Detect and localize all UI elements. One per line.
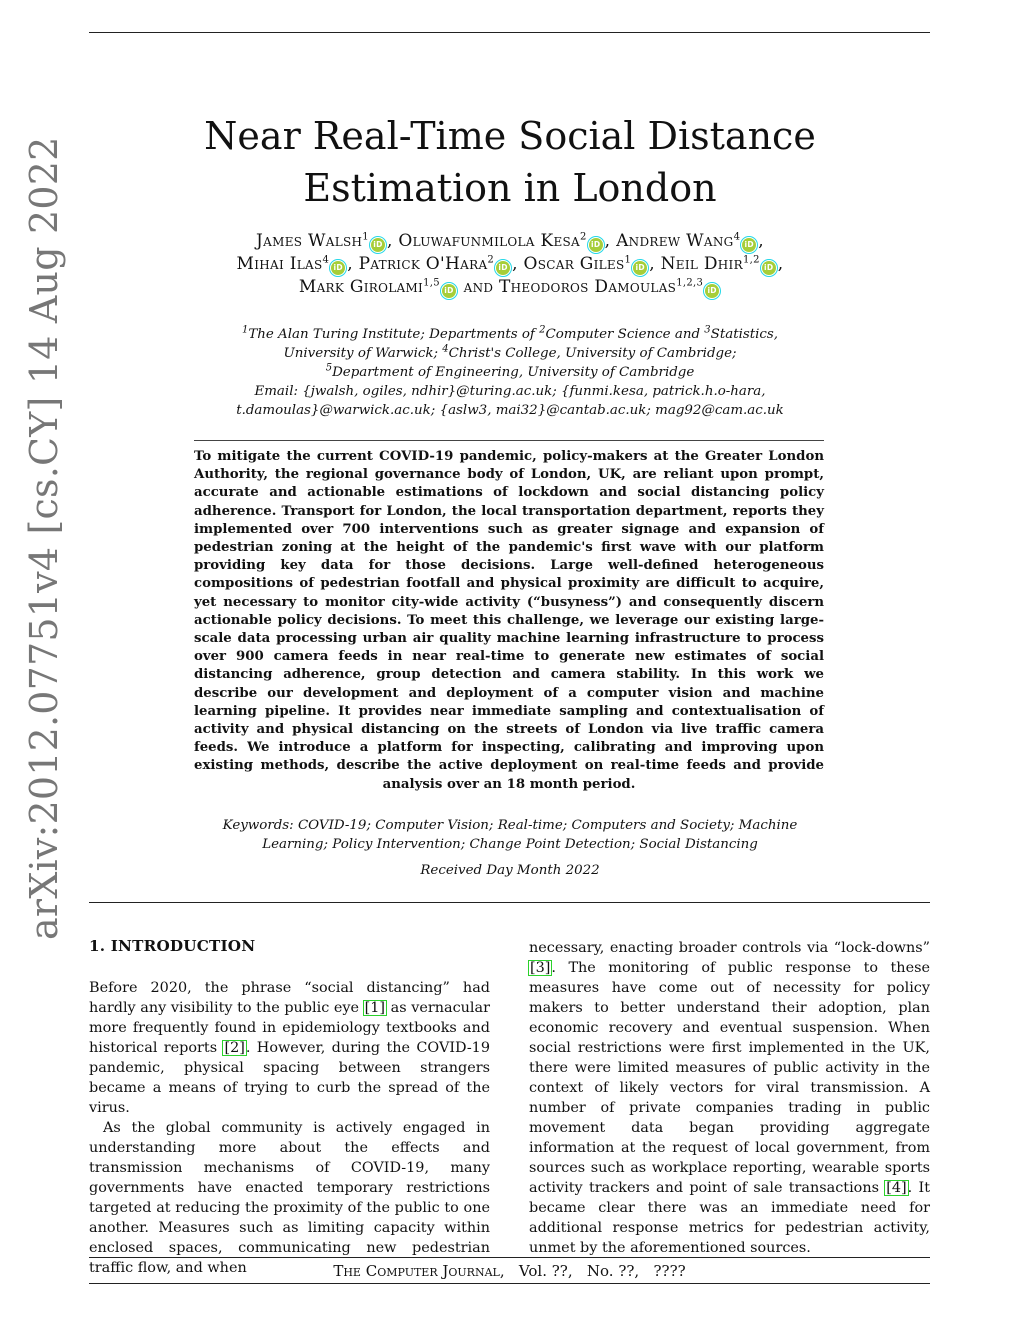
journal-name: The Computer Journal, xyxy=(333,1262,505,1280)
email-line: t.damoulas}@warwick.ac.uk; {aslw3, mai32}@cantab.ac.uk; mag92@cam.ac.uk xyxy=(236,403,784,418)
orcid-icon[interactable]: iD xyxy=(633,261,647,275)
top-rule xyxy=(89,32,930,33)
author-line-1: James Walsh$^1$iD , Oluwafunmilola Kesa$^2$iD , Andrew Wang$^4$iD , xyxy=(256,231,764,251)
footer-rule xyxy=(89,1257,930,1258)
journal-number: No. ??, xyxy=(586,1262,640,1280)
affiliation-number: 4 xyxy=(442,343,449,355)
affiliation-line xyxy=(150,344,870,363)
author-conjunction: and xyxy=(463,277,494,297)
paragraph: As the global community is actively engaged in understanding more about the effects and transmission mechanisms of COVID-19, many governments have enacted temporary restrictions targeted at reducing the proximity of the public to one another. Measures such as limiting capacity within enclosed spaces, communicating new pedestrian traffic flow, and when xyxy=(89,1120,490,1276)
affiliations xyxy=(150,325,870,420)
orcid-icon[interactable]: iD xyxy=(705,284,719,298)
citation-link[interactable]: [1] xyxy=(364,1000,386,1016)
author-name: Oscar Giles xyxy=(523,254,625,274)
author-name: Theodoros Damoulas xyxy=(499,277,677,297)
author-affiliation-number: 1,2,3 xyxy=(676,277,704,289)
author-affiliation-number: 2 xyxy=(580,231,587,243)
citation-link[interactable]: [3] xyxy=(530,960,551,976)
affiliation-number: 1 xyxy=(241,324,249,336)
author-name: Oluwafunmilola Kesa xyxy=(398,231,580,251)
body-top-rule xyxy=(89,902,930,903)
author-name: James Walsh xyxy=(256,231,363,251)
paragraph-text: . The monitoring of public response to these measures have come out of necessity for policy makers to better understand their adoption, plan economic recovery and eventual suspension. When social restrictions were first implemented in the UK, there were limited measures of public activity in the context of likely vectors for viral transmission. A number of private companies trading in public movement data began providing aggregate information at the request of local government, from sources such as workplace reporting, wearable sports activity trackers and point of sale transactions xyxy=(529,960,930,1196)
affiliation-line xyxy=(150,325,870,344)
author-name: Neil Dhir xyxy=(660,254,743,274)
orcid-icon[interactable]: iD xyxy=(496,261,510,275)
author-line-2: Mihai Ilas$^4$iD , Patrick O'Hara$^2$iD , Oscar Giles$^1$iD , Neil Dhir$^{1,2}$iD , xyxy=(236,254,784,274)
citation-link[interactable]: [2] xyxy=(224,1040,245,1056)
section-heading: 1. INTRODUCTION xyxy=(89,937,256,955)
affiliation-number: 2 xyxy=(539,324,546,336)
paper-title: Near Real-Time Social Distance Estimation in London xyxy=(204,114,816,210)
paragraph-text: as vernacular more frequently found in epidemiology textbooks and historical reports xyxy=(89,1000,490,1056)
received-date: Received Day Month 2022 xyxy=(420,863,600,878)
orcid-icon[interactable]: iD xyxy=(442,284,456,298)
paragraph-text: . It became clear there was an immediate need for additional response metrics for pedestrian activity, unmet by the aforementioned sources. xyxy=(529,1180,930,1256)
arxiv-identifier[interactable]: arXiv:2012.07751v4 [cs.CY] 14 Aug 2022 xyxy=(22,136,66,940)
paragraph xyxy=(89,978,490,1118)
author-affiliation-number: 1,2 xyxy=(742,254,760,266)
footer-bottom-rule xyxy=(89,1283,930,1284)
author-affiliation-number: 1,5 xyxy=(423,277,440,289)
abstract-rule xyxy=(194,440,824,441)
author-name: Mihai Ilas xyxy=(236,254,323,274)
affiliation-text: Computer Science and xyxy=(545,327,705,342)
affiliation-text: Statistics, xyxy=(710,327,779,342)
orcid-icon[interactable]: iD xyxy=(742,238,756,252)
affiliation-text: University of Warwick; xyxy=(283,346,443,361)
orcid-icon[interactable]: iD xyxy=(589,238,603,252)
journal-footer xyxy=(89,1262,930,1280)
journal-volume: Vol. ??, xyxy=(518,1262,573,1280)
affiliation-number: 5 xyxy=(325,362,333,374)
author-affiliation-number: 1 xyxy=(624,254,632,266)
affiliation-text: The Alan Turing Institute; Departments of xyxy=(248,327,540,342)
affiliation-line xyxy=(150,363,870,382)
right-column xyxy=(529,938,930,1258)
author-line-3 xyxy=(130,276,890,299)
journal-year: ???? xyxy=(653,1262,686,1280)
keywords: Keywords: COVID-19; Computer Vision; Real-time; Computers and Society; Machine Learning; Policy Intervention; Change Point Detection; Social Distancing xyxy=(222,818,798,852)
affiliation-text: Christ's College, University of Cambridge; xyxy=(448,346,737,361)
abstract: To mitigate the current COVID-19 pandemic, policy-makers at the Greater London Authority, the regional governance body of London, UK, are reliant upon prompt, accurate and actionable estimations of lockdown and social distancing policy adherence. Transport for London, the local transportation department, reports they implemented over 700 interventions such as greater signage and expansion of pedestrian zoning at the height of the pandemic's first wave with our platform providing key data for those decisions. Large well-defined heterogeneous compositions of pedestrian footfall and physical proximity are difficult to acquire, yet necessary to monitor city-wide activity (“busyness”) and consequently discern actionable policy decisions. To meet this challenge, we leverage our existing large-scale data processing urban air quality machine learning infrastructure to process over 900 camera feeds in near real-time to generate new estimates of social distancing adherence, group detection and camera stability. In this work we describe our development and deployment of a computer vision and machine learning pipeline. It provides near immediate sampling and contextualisation of activity and physical distancing on the streets of London via live traffic camera feeds. We introduce a platform for inspecting, calibrating and improving upon existing methods, describe the active deployment on real-time feeds and provide analysis over an 18 month period. xyxy=(194,449,824,792)
author-name: Patrick O'Hara xyxy=(358,254,488,274)
email-line: Email: {jwalsh, ogiles, ndhir}@turing.ac.uk; {funmi.kesa, patrick.h.o-hara, xyxy=(254,384,766,399)
author-affiliation-number: 4 xyxy=(733,231,741,243)
paragraph xyxy=(529,938,930,1258)
orcid-icon[interactable]: iD xyxy=(331,261,345,275)
affiliation-number: 3 xyxy=(704,324,711,336)
author-affiliation-number: 4 xyxy=(322,254,330,266)
orcid-icon[interactable]: iD xyxy=(762,261,776,275)
author-list xyxy=(130,230,890,299)
paragraph-text: Before 2020, the phrase “social distancing” had hardly any visibility to the public eye xyxy=(89,980,490,1016)
paragraph-text: . However, during the COVID-19 pandemic, physical spacing between strangers became a means of trying to curb the spread of the virus. xyxy=(89,1040,490,1116)
paragraph-text: necessary, enacting broader controls via “lock-downs” xyxy=(529,940,930,956)
citation-link[interactable]: [4] xyxy=(886,1180,907,1196)
author-name: Mark Girolami xyxy=(298,277,424,297)
author-affiliation-number: 2 xyxy=(487,254,495,266)
affiliation-text: Department of Engineering, University of Cambridge xyxy=(332,365,695,380)
orcid-icon[interactable]: iD xyxy=(371,238,385,252)
author-name: Andrew Wang xyxy=(616,231,734,251)
author-affiliation-number: 1 xyxy=(362,231,369,243)
left-column xyxy=(89,936,490,1278)
